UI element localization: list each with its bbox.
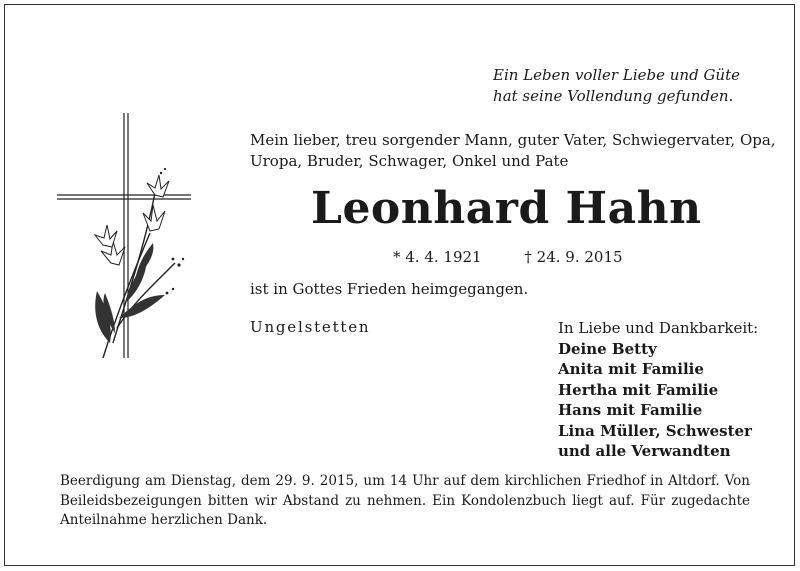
mourners-list <box>558 318 758 462</box>
mourner-name: Hans mit Familie <box>558 401 703 419</box>
motto-line-2: hat seine Vollendung gefunden. <box>493 87 734 105</box>
mourner-name: Deine Betty <box>558 339 657 358</box>
motto <box>493 65 740 107</box>
motto-line-1: Ein Leben voller Liebe und Güte <box>493 66 740 84</box>
mourner-name: Lina Müller, Schwester <box>558 421 752 440</box>
birth-date: * 4. 4. 1921 <box>393 248 482 266</box>
mourner-name: Anita mit Familie <box>558 360 704 378</box>
deceased-name: Leonhard Hahn <box>311 183 702 234</box>
intro-line-2: Uropa, Bruder, Schwager, Onkel und Pate <box>250 152 569 170</box>
mourners-lead: In Liebe und Dankbarkeit: <box>558 319 759 337</box>
mourner-name: Hertha mit Familie <box>558 380 719 399</box>
funeral-notice: Beerdigung am Dienstag, dem 29. 9. 2015, um 14 Uhr auf dem kirchlichen Friedhof in Altdorf. Von Beileidsbezeigungen bitten wir Abstand zu nehmen. Ein Kondolenzbuch liegt auf. Für zugedachte Anteilnahme herzlichen Dank. <box>60 473 750 528</box>
cross-with-lilies-icon <box>55 113 195 363</box>
life-dates <box>393 248 623 266</box>
passed-text: ist in Gottes Frieden heimgegangen. <box>250 280 529 298</box>
place-name: Ungelstetten <box>250 318 371 336</box>
intro-text <box>250 130 776 172</box>
mourner-name: und alle Verwandten <box>558 442 731 460</box>
death-date: † 24. 9. 2015 <box>524 248 623 266</box>
obituary-card <box>4 4 795 566</box>
intro-line-1: Mein lieber, treu sorgender Mann, guter Vater, Schwiegervater, Opa, <box>250 131 776 149</box>
